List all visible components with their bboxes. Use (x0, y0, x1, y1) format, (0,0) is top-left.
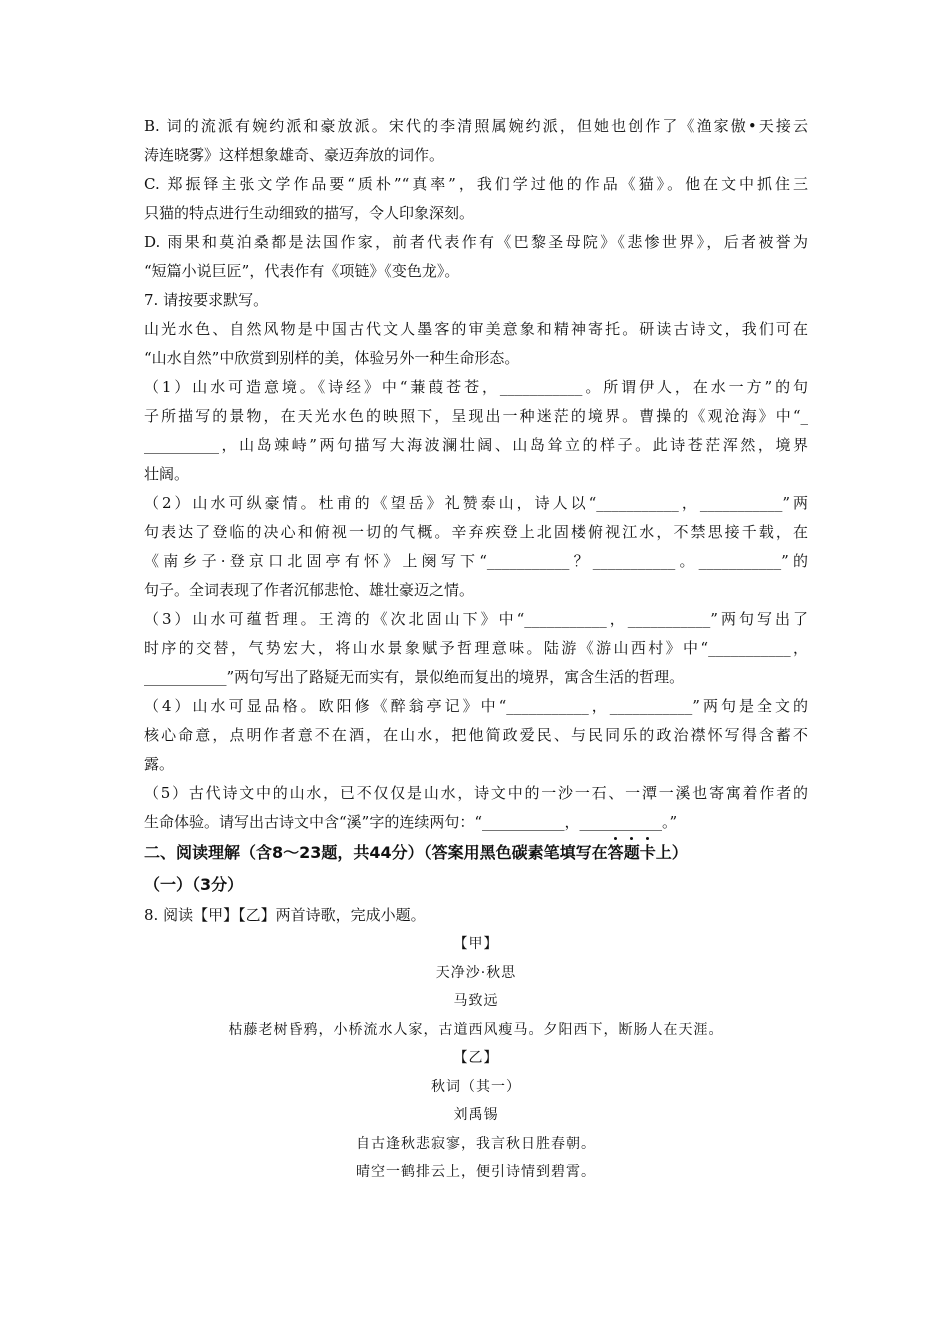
poem-yi-title: 秋词（其一） (431, 1078, 521, 1095)
text-line: （5）古代诗文中的山水，已不仅仅是山水，诗文中的一沙一石、一潭一溪也寄寓着作者的 (144, 784, 808, 802)
text-line: ___________”两句写出了路疑无而实有，景似绝而复出的境界，寓含生活的哲理。 (144, 668, 685, 686)
poem-yi-line: 晴空一鹤排云上，便引诗情到碧霄。 (356, 1164, 596, 1180)
text-line: 壮阔。 (144, 465, 190, 483)
text-line: B. 词的流派有婉约派和豪放派。宋代的李清照属婉约派，但她也创作了《渔家傲•天接云 (144, 117, 808, 135)
text-line: 只猫的特点进行生动细致的描写，令人印象深刻。 (144, 204, 475, 222)
text-line: （3）山水可蕴哲理。王湾的《次北固山下》中“___________，___________”两句写出了 (144, 610, 808, 628)
text-line: 《南乡子·登京口北固亭有怀》上阕写下“___________？___________。___________”的 (144, 552, 808, 570)
section-heading (144, 837, 808, 869)
text-line: “短篇小说巨匠”，代表作有《项链》《变色龙》。 (144, 262, 460, 280)
poem-jia-title: 天净沙·秋思 (435, 964, 517, 981)
text-line: （4）山水可显品格。欧阳修《醉翁亭记》中“___________，___________”两句是全文的 (144, 697, 808, 715)
text-line: 山光水色、自然风物是中国古代文人墨客的审美意象和精神寄托。研读古诗文，我们可在 (144, 320, 808, 338)
text-line: 句表达了登临的决心和俯视一切的气概。辛弃疾登上北固楼俯视江水，不禁思接千载，在 (144, 523, 808, 541)
text-line: D. 雨果和莫泊桑都是法国作家，前者代表作有《巴黎圣母院》《悲惨世界》，后者被誉为 (144, 233, 808, 251)
option-b (144, 112, 808, 170)
question-title: 8. 阅读【甲】【乙】两首诗歌，完成小题。 (144, 906, 426, 924)
poem-jia-mark: 【甲】 (453, 936, 499, 952)
text-line: “山水自然”中欣赏到别样的美，体验另外一种生命形态。 (144, 349, 520, 367)
text-line: 句子。全词表现了作者沉郁悲怆、雄壮豪迈之情。 (144, 581, 475, 599)
question-7 (144, 286, 808, 837)
text-line: （1）山水可造意境。《诗经》中“蒹葭苍苍，___________。所谓伊人，在水一方”的句 (144, 378, 808, 396)
subsection-heading: （一）（3分） (144, 875, 244, 894)
text-line: 生命体验。请写出古诗文中含“溪”字的连续两句：“___________，___________。” (144, 813, 678, 831)
poem-yi-line: 自古逢秋悲寂寥，我言秋日胜春朝。 (356, 1135, 596, 1152)
poem-jia-author: 马致远 (453, 993, 499, 1009)
text-line: 露。 (144, 755, 175, 773)
section-heading-text: 上） (655, 843, 688, 862)
question-title: 7. 请按要求默写。 (144, 291, 269, 309)
text-line: 涛连晓雾》这样想象雄奇、豪迈奔放的词作。 (144, 146, 445, 164)
poem-yi-mark: 【乙】 (453, 1050, 499, 1066)
emphasis-char: 题 (623, 843, 640, 862)
question-8 (144, 901, 808, 1187)
text-line: （2）山水可纵豪情。杜甫的《望岳》礼赞泰山，诗人以“___________，___________”两 (144, 494, 808, 512)
text-line: 核心命意，点明作者意不在酒，在山水，把他简政爱民、与民同乐的政治襟怀写得含蓄不 (144, 726, 808, 744)
option-c (144, 170, 808, 228)
option-d (144, 228, 808, 286)
emphasis-char: 答 (607, 843, 624, 862)
text-line: C. 郑振铎主张文学作品要“质朴”“真率”，我们学过他的作品《猫》。他在文中抓住三 (144, 175, 808, 193)
emphasis-char: 卡 (639, 843, 656, 862)
poem-jia-text: 枯藤老树昏鸦，小桥流水人家，古道西风瘦马。夕阳西下，断肠人在天涯。 (228, 1021, 724, 1038)
text-line: 子所描写的景物，在天光水色的映照下，呈现出一种迷茫的境界。曹操的《观沧海》中“_ (144, 407, 808, 425)
text-line: __________，山岛竦峙”两句描写大海波澜壮阔、山岛耸立的样子。此诗苍茫浑然，境界 (144, 436, 808, 454)
section-heading-text: 二、阅读理解（含8～23题，共44分）（答案用黑色碳素笔填写在 (144, 843, 608, 862)
poem-yi-author: 刘禹锡 (453, 1107, 499, 1123)
document-page (144, 112, 808, 1187)
text-line: 时序的交替，气势宏大，将山水景象赋予哲理意味。陆游《游山西村》中“___________， (144, 639, 808, 657)
